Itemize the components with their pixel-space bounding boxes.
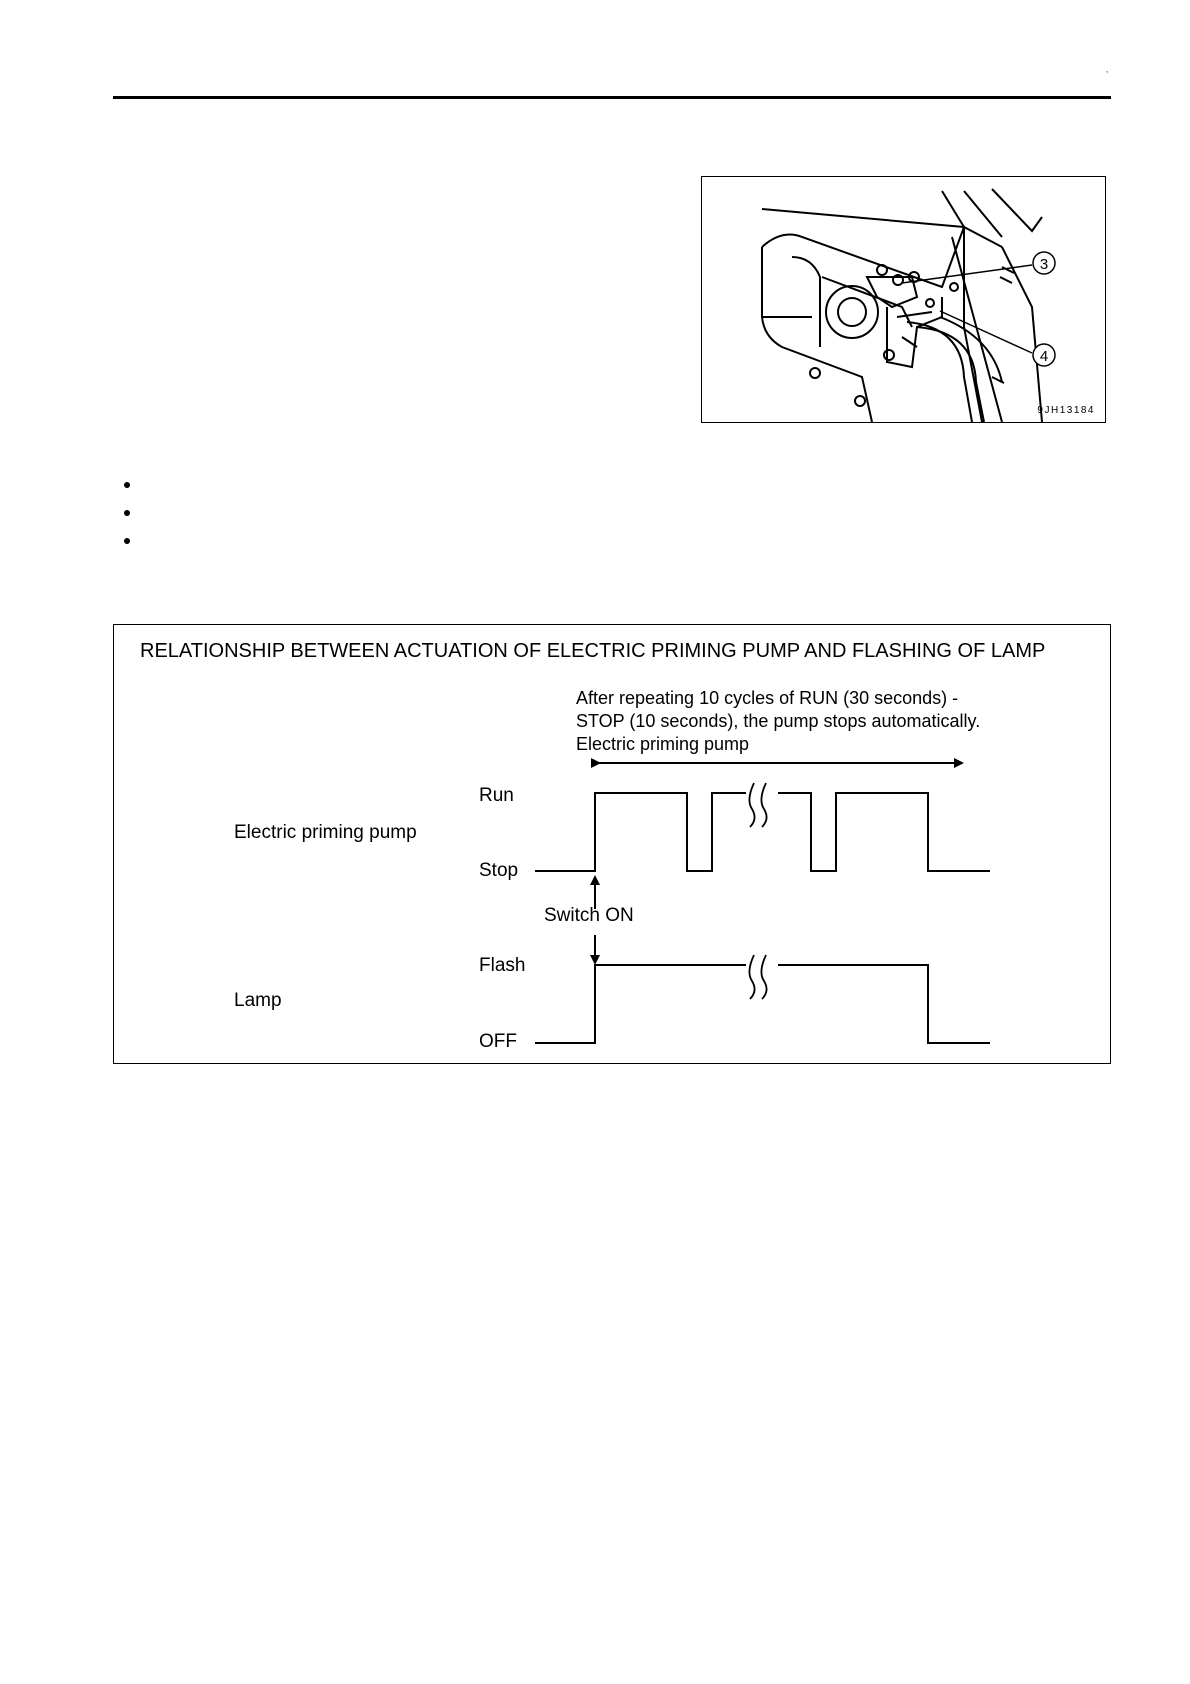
pump-waveform (535, 793, 746, 871)
lamp-row-label: Lamp (234, 990, 282, 1011)
timing-waveforms (114, 625, 1110, 1063)
cycle-note-line1: After repeating 10 cycles of RUN (30 seconds) - (576, 688, 959, 708)
lamp-off-label: OFF (479, 1031, 517, 1052)
bullet-dot (124, 510, 130, 516)
bullet-dot (124, 482, 130, 488)
lamp-waveform-cont (778, 965, 990, 1043)
corner-mark: ’ (1106, 70, 1109, 81)
pump-run-label: Run (479, 785, 514, 806)
callout-4-label: 4 (1039, 348, 1049, 365)
timing-title: RELATIONSHIP BETWEEN ACTUATION OF ELECTRIC PRIMING PUMP AND FLASHING OF LAMP (140, 640, 1046, 662)
callout-3-label: 3 (1039, 256, 1049, 273)
figure-code: 9JH13184 (1037, 405, 1095, 416)
switch-on-label: Switch ON (544, 905, 634, 926)
cycle-note-line3: Electric priming pump (576, 734, 750, 754)
timing-diagram (113, 624, 1111, 1064)
pump-stop-label: Stop (479, 860, 519, 881)
lamp-break-mark (749, 955, 766, 999)
component-illustration (701, 176, 1106, 423)
pump-row-label: Electric priming pump (234, 822, 417, 843)
pump-waveform-cont (778, 793, 990, 871)
header-rule (113, 96, 1111, 99)
bullet-dot (124, 538, 130, 544)
lamp-flash-label: Flash (479, 955, 526, 976)
pump-break-mark (749, 783, 766, 827)
cycle-note-line2: STOP (10 seconds), the pump stops automatically. (576, 711, 981, 731)
illustration-drawing (702, 177, 1106, 423)
lamp-waveform (535, 965, 746, 1043)
